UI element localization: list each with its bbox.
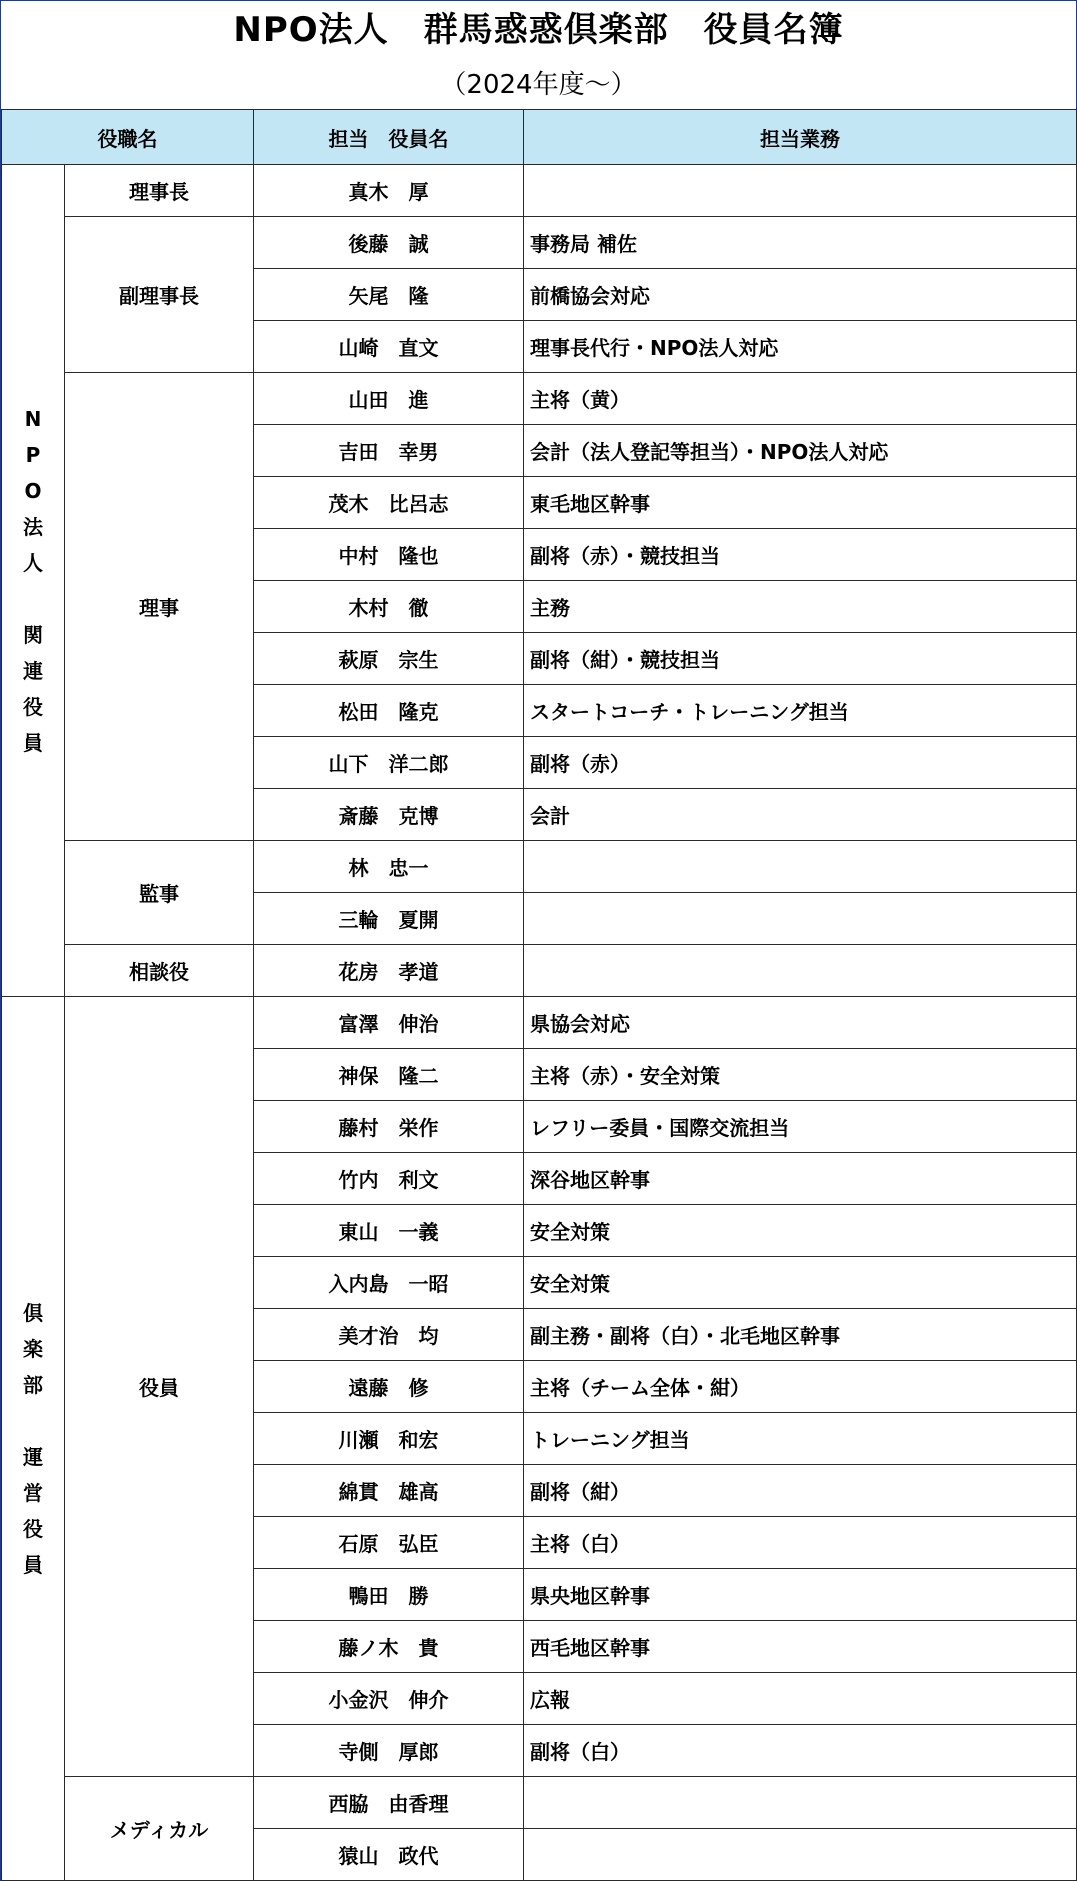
position-officer: 役員 bbox=[65, 997, 254, 1777]
officer-name: 美才治 均 bbox=[254, 1309, 524, 1361]
officer-name: 松田 隆克 bbox=[254, 685, 524, 737]
officer-duty bbox=[524, 1829, 1077, 1881]
table-header-row bbox=[2, 110, 1077, 165]
officer-name: 茂木 比呂志 bbox=[254, 477, 524, 529]
officer-duty: 安全対策 bbox=[524, 1205, 1077, 1257]
officer-duty: 副将（赤） bbox=[524, 737, 1077, 789]
officer-duty: 東毛地区幹事 bbox=[524, 477, 1077, 529]
group-label-club bbox=[2, 997, 65, 1881]
officer-name: 石原 弘臣 bbox=[254, 1517, 524, 1569]
group-label-club-text: 倶 楽 部 運 営 役 員 bbox=[23, 1300, 43, 1577]
table-row bbox=[2, 373, 1077, 425]
officer-duty: 県央地区幹事 bbox=[524, 1569, 1077, 1621]
table-row bbox=[2, 165, 1077, 217]
officer-name: 綿貫 雄高 bbox=[254, 1465, 524, 1517]
officer-duty: 西毛地区幹事 bbox=[524, 1621, 1077, 1673]
document-subtitle: （2024年度～） bbox=[440, 70, 637, 100]
officer-name: 猿山 政代 bbox=[254, 1829, 524, 1881]
officer-duty: 会計（法人登記等担当）・NPO法人対応 bbox=[524, 425, 1077, 477]
officer-name: 寺側 厚郎 bbox=[254, 1725, 524, 1777]
officer-name: 吉田 幸男 bbox=[254, 425, 524, 477]
officer-duty: 前橋協会対応 bbox=[524, 269, 1077, 321]
officer-duty: 深谷地区幹事 bbox=[524, 1153, 1077, 1205]
officer-name: 中村 隆也 bbox=[254, 529, 524, 581]
officer-duty: 主将（白） bbox=[524, 1517, 1077, 1569]
table-row bbox=[2, 841, 1077, 893]
officer-duty: スタートコーチ・トレーニング担当 bbox=[524, 685, 1077, 737]
position-chair: 理事長 bbox=[65, 165, 254, 217]
officer-duty bbox=[524, 841, 1077, 893]
officer-name: 小金沢 伸介 bbox=[254, 1673, 524, 1725]
officer-name: 山田 進 bbox=[254, 373, 524, 425]
officer-duty: 県協会対応 bbox=[524, 997, 1077, 1049]
officer-duty: 会計 bbox=[524, 789, 1077, 841]
officer-name: 木村 徹 bbox=[254, 581, 524, 633]
officer-duty: 広報 bbox=[524, 1673, 1077, 1725]
officer-duty: 事務局 補佐 bbox=[524, 217, 1077, 269]
group-label-npo bbox=[2, 165, 65, 997]
officer-name: 鴨田 勝 bbox=[254, 1569, 524, 1621]
table-row bbox=[2, 1777, 1077, 1829]
officer-name: 真木 厚 bbox=[254, 165, 524, 217]
officer-name: 川瀬 和宏 bbox=[254, 1413, 524, 1465]
officer-duty: 副主務・副将（白）・北毛地区幹事 bbox=[524, 1309, 1077, 1361]
table-row bbox=[2, 997, 1077, 1049]
officer-roster-table bbox=[1, 109, 1077, 1881]
officer-duty: 副将（紺） bbox=[524, 1465, 1077, 1517]
officer-name: 富澤 伸治 bbox=[254, 997, 524, 1049]
table-row bbox=[2, 945, 1077, 997]
officer-name: 三輪 夏開 bbox=[254, 893, 524, 945]
document-title: NPO法人 群馬惑惑倶楽部 役員名簿 bbox=[233, 10, 844, 50]
officer-name: 後藤 誠 bbox=[254, 217, 524, 269]
officer-duty: 主将（チーム全体・紺） bbox=[524, 1361, 1077, 1413]
officer-duty: トレーニング担当 bbox=[524, 1413, 1077, 1465]
officer-duty: 理事長代行・NPO法人対応 bbox=[524, 321, 1077, 373]
officer-duty bbox=[524, 165, 1077, 217]
officer-name: 竹内 利文 bbox=[254, 1153, 524, 1205]
officer-duty: 主将（赤）・安全対策 bbox=[524, 1049, 1077, 1101]
position-advisor: 相談役 bbox=[65, 945, 254, 997]
officer-name: 遠藤 修 bbox=[254, 1361, 524, 1413]
officer-duty bbox=[524, 893, 1077, 945]
header-name: 担当 役員名 bbox=[254, 110, 524, 165]
officer-duty: 主将（黄） bbox=[524, 373, 1077, 425]
officer-duty bbox=[524, 1777, 1077, 1829]
position-director: 理事 bbox=[65, 373, 254, 841]
officer-name: 藤ノ木 貴 bbox=[254, 1621, 524, 1673]
officer-name: 山下 洋二郎 bbox=[254, 737, 524, 789]
position-vice-chair: 副理事長 bbox=[65, 217, 254, 373]
group-label-npo-text: N P O 法 人 関 連 役 員 bbox=[23, 406, 43, 755]
officer-name: 花房 孝道 bbox=[254, 945, 524, 997]
officer-duty: 副将（赤）・競技担当 bbox=[524, 529, 1077, 581]
header-position: 役職名 bbox=[2, 110, 254, 165]
officer-duty bbox=[524, 945, 1077, 997]
officer-name: 林 忠一 bbox=[254, 841, 524, 893]
officer-name: 西脇 由香理 bbox=[254, 1777, 524, 1829]
officer-name: 矢尾 隆 bbox=[254, 269, 524, 321]
officer-name: 斎藤 克博 bbox=[254, 789, 524, 841]
officer-duty: 副将（紺）・競技担当 bbox=[524, 633, 1077, 685]
officer-name: 神保 隆二 bbox=[254, 1049, 524, 1101]
officer-duty: 安全対策 bbox=[524, 1257, 1077, 1309]
officer-duty: レフリー委員・国際交流担当 bbox=[524, 1101, 1077, 1153]
officer-duty: 副将（白） bbox=[524, 1725, 1077, 1777]
officer-name: 藤村 栄作 bbox=[254, 1101, 524, 1153]
officer-name: 入内島 一昭 bbox=[254, 1257, 524, 1309]
officer-name: 萩原 宗生 bbox=[254, 633, 524, 685]
officer-name: 山崎 直文 bbox=[254, 321, 524, 373]
position-auditor: 監事 bbox=[65, 841, 254, 945]
officer-duty: 主務 bbox=[524, 581, 1077, 633]
officer-name: 東山 一義 bbox=[254, 1205, 524, 1257]
table-row bbox=[2, 217, 1077, 269]
position-medical: メディカル bbox=[65, 1777, 254, 1881]
header-duty: 担当業務 bbox=[524, 110, 1077, 165]
